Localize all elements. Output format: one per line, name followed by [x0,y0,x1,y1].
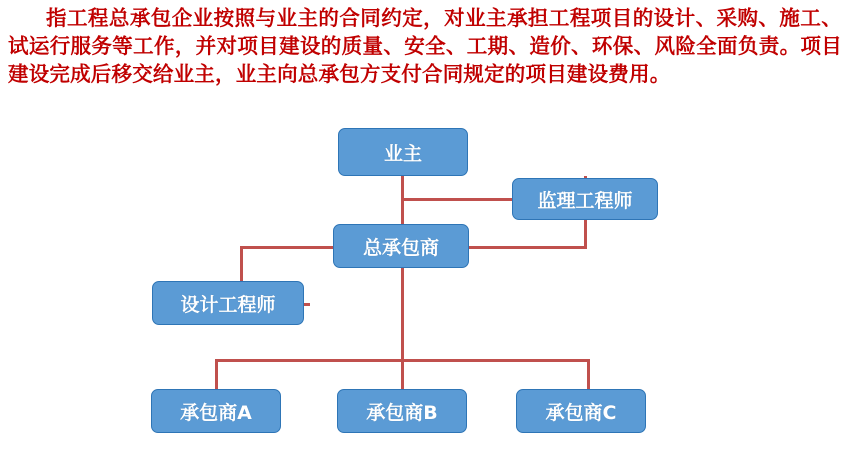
node-contractor-c-label: 承包商C [545,401,617,424]
node-contractor-b[interactable] [337,389,467,433]
node-owner[interactable] [338,128,468,176]
node-general-contractor[interactable] [333,224,469,268]
node-design-engineer-label: 设计工程师 [180,293,276,316]
connector-general-right [466,246,587,249]
node-contractor-a[interactable] [151,389,281,433]
node-contractor-c[interactable] [516,389,646,433]
org-chart [0,120,850,452]
connector-contractor-c-drop [587,359,590,391]
connector-general-down [401,266,404,362]
node-general-contractor-label: 总承包商 [362,236,439,259]
connector-contractor-a-drop [215,359,218,391]
node-owner-label: 业主 [383,142,422,165]
intro-paragraph: 指工程总承包企业按照与业主的合同约定，对业主承担工程项目的设计、采购、施工、试运行服务等工作，并对项目建设的质量、安全、工期、造价、环保、风险全面负责。项目建设完成后移交给业主，业主向总承包方支付合同规定的项目建设费用。 [8,6,842,86]
node-supervisor-label: 监理工程师 [537,189,633,212]
node-design-engineer[interactable] [152,281,304,325]
node-supervisor[interactable] [512,178,658,220]
connector-contractor-b-drop [401,359,404,391]
node-contractor-b-label: 承包商B [366,401,438,424]
node-contractor-a-label: 承包商A [180,401,252,424]
